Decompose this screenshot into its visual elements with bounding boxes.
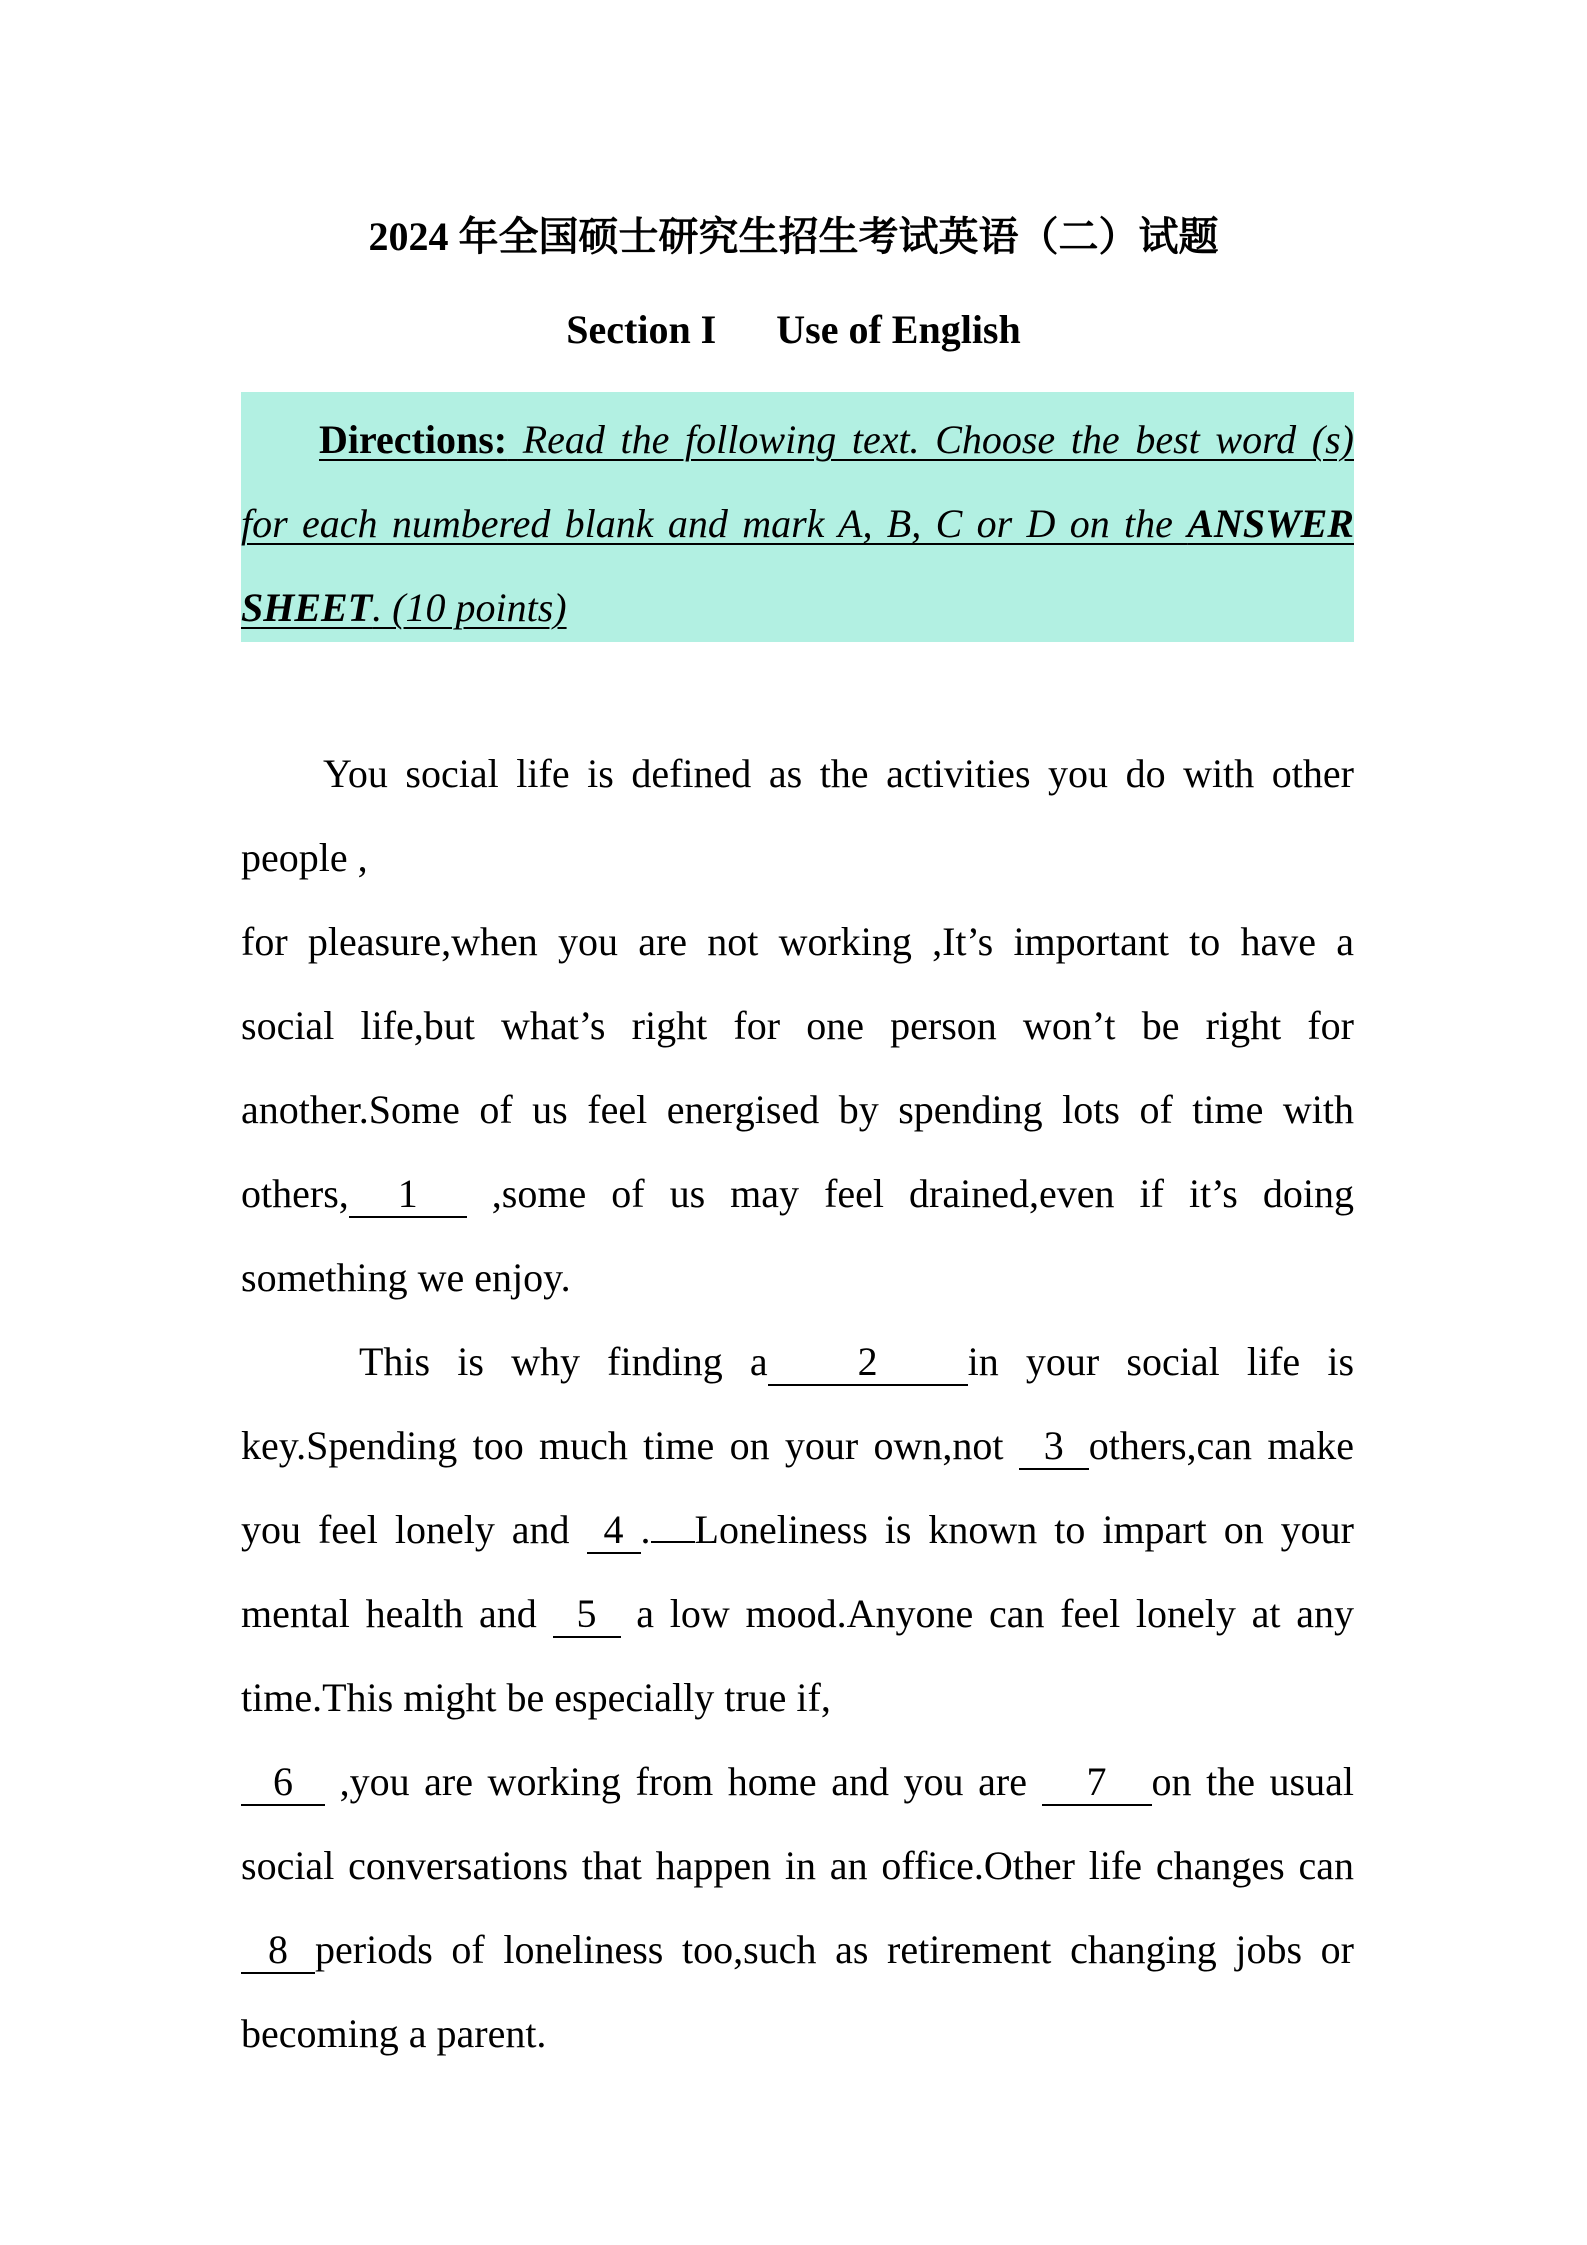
passage-text: for pleasure,when you are not working ,It’s important to have a social life,but what’s right for one person won’t be right for another.Some of us feel energised by spending lots of time with others, xyxy=(241,919,1354,1216)
passage-text: Loneliness is known to impart on your mental health and xyxy=(241,1507,1354,1636)
directions-body: Read the following text. Choose the best word (s) for each numbered blank and mark A, B, C or D on the xyxy=(241,417,1354,546)
passage-text: This is why finding a xyxy=(359,1339,768,1384)
directions-text xyxy=(241,398,1354,650)
passage-text: others,can make you feel lonely and xyxy=(241,1423,1354,1552)
paragraph-2 xyxy=(241,1320,1354,1740)
paragraph-1-rest xyxy=(241,900,1354,1320)
page-title: 2024 年全国硕士研究生招生考试英语（二）试题 xyxy=(368,214,1219,259)
blank-4-extension xyxy=(651,1541,695,1543)
section-title: Section I Use of English xyxy=(566,307,1021,352)
passage-text: ,you are working from home and you are xyxy=(325,1759,1042,1804)
blank-6: 6 xyxy=(241,1760,325,1806)
directions-points: . (10 points) xyxy=(372,585,567,630)
blank-4: 4 xyxy=(587,1508,641,1554)
blank-5: 5 xyxy=(553,1592,621,1638)
answer-sheet-term: ANSWER SHEET xyxy=(241,501,1354,630)
passage-text: in your social life is key.Spending too much time on your own,not xyxy=(241,1339,1355,1468)
directions-label: Directions: xyxy=(319,417,508,462)
paragraph-1-line-1: You social life is defined as the activities you do with other people , xyxy=(241,751,1354,880)
blank-1: 1 xyxy=(349,1172,467,1218)
passage-text: periods of loneliness too,such as retirement changing jobs or becoming a parent. xyxy=(241,1927,1354,2056)
passage-text: . xyxy=(640,1507,651,1552)
blank-2: 2 xyxy=(768,1340,968,1386)
blank-3: 3 xyxy=(1019,1424,1089,1470)
blank-7: 7 xyxy=(1042,1760,1152,1806)
passage xyxy=(241,732,1354,2076)
paragraph-3 xyxy=(241,1740,1354,2076)
directions-box xyxy=(241,392,1354,642)
passage-text: ,some of us may feel drained,even if it’s doing something we enjoy. xyxy=(241,1171,1354,1300)
passage-text: on the usual social conversations that happen in an office.Other life changes can xyxy=(241,1759,1354,1888)
blank-8: 8 xyxy=(241,1928,315,1974)
passage-text: a low mood.Anyone can feel lonely at any time.This might be especially true if, xyxy=(241,1591,1354,1720)
